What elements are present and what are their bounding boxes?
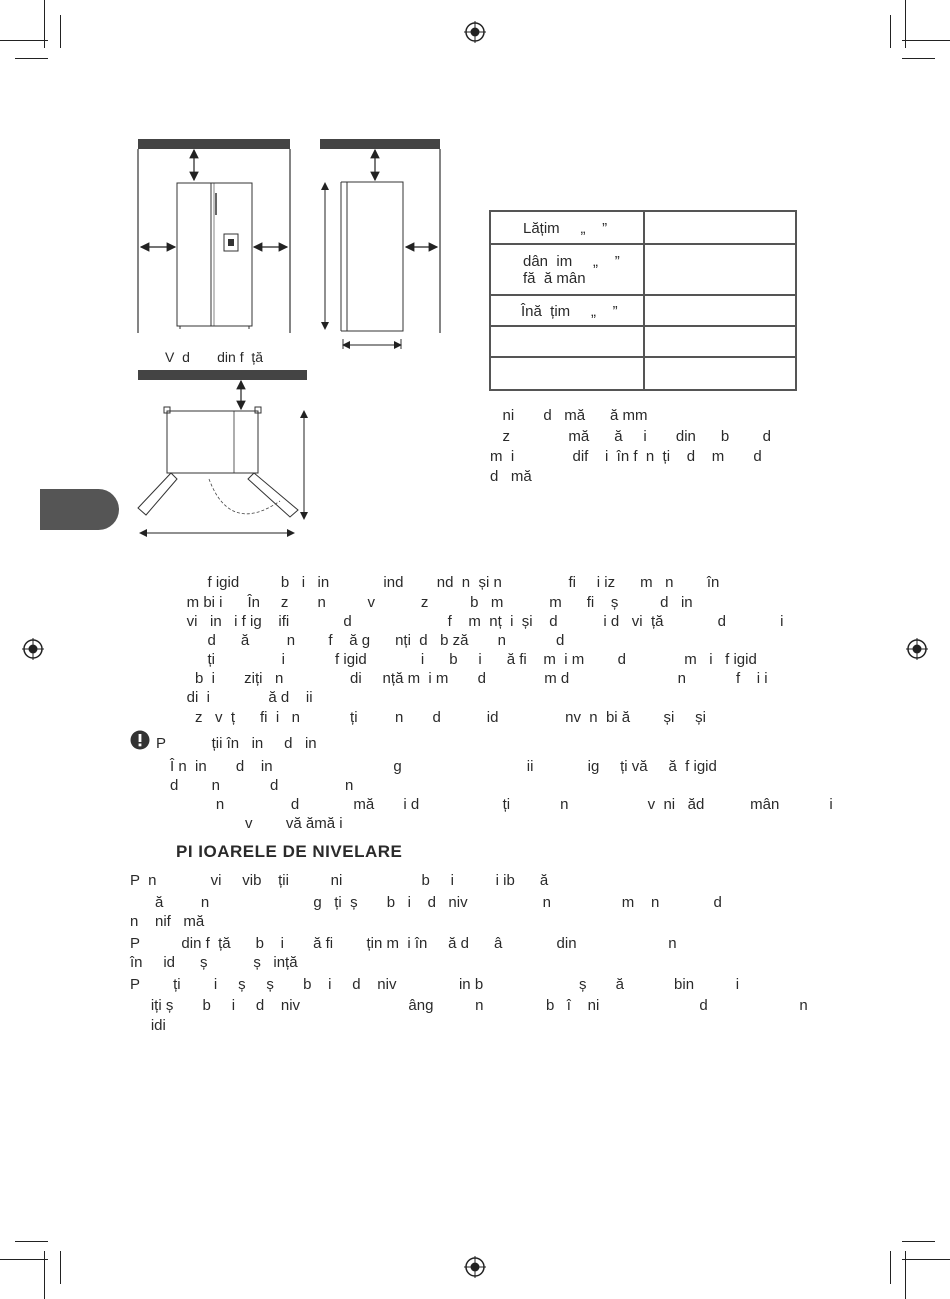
warning-line: Î n in d in g ii ig ți vă ă f igid	[170, 758, 717, 775]
body-line: în id ș ș ință	[130, 954, 298, 971]
warning-line: v vă ămă i	[170, 815, 343, 832]
body-line: P din f ță b i ă fi țin m i în ă d â din n	[130, 935, 677, 952]
body-line: z v ț fi i n ți n d id nv n bi ă și și	[170, 709, 706, 726]
registration-mark-top	[464, 21, 486, 43]
table-note-line: z mă ă i din b d	[490, 428, 771, 445]
registration-mark-bottom	[464, 1256, 486, 1278]
body-line: ți i f igid i b i ă fi m i m d m i f igid	[170, 651, 757, 668]
table-cell-label: Lățim „ ”	[523, 220, 608, 237]
table-cell-label: Înă țim „ ”	[521, 303, 618, 320]
body-line: vi in i f ig ifi d f m nț i și d i d vi ță d i	[170, 613, 784, 630]
body-line: b i ziți n di nță m i m d m d n f i i	[170, 670, 768, 687]
warning-title: P ții în in d in	[156, 735, 317, 752]
table-note-line: ni d mă ă mm	[490, 407, 648, 424]
body-line: ă n g ți ș b i d niv n m n d	[130, 894, 722, 911]
registration-mark-right	[906, 638, 928, 660]
warning-icon	[130, 730, 150, 750]
front-view-caption: V d din f ță	[165, 349, 264, 365]
table-cell-label: dân im „ ” fă ă mân	[523, 253, 620, 287]
section-tab	[40, 489, 119, 530]
table-note-line: m i dif i în f n ți d m d	[490, 448, 762, 465]
body-line: d ă n f ă g nți d b ză n d	[170, 632, 565, 649]
warning-line: d n d n	[170, 777, 354, 794]
dimensions-table	[489, 210, 797, 391]
body-line: n nif mă	[130, 913, 205, 930]
body-line: P n vi vib ții ni b i i ib ă	[130, 872, 549, 889]
section-heading: PI IOARELE DE NIVELARE	[176, 842, 403, 861]
body-line: di i ă d ii	[170, 689, 313, 706]
body-line: f igid b i in ind nd n și n fi i iz m n în	[170, 574, 720, 591]
body-line: P ți i ș ș b i d niv in b ș ă bin i	[130, 976, 740, 993]
body-line: m bi i În z n v z b m m fi ș d in	[170, 594, 693, 611]
warning-line: n d mă i d ți n v ni ăd mân i	[170, 796, 833, 813]
registration-mark-left	[22, 638, 44, 660]
body-line: idi	[130, 1017, 166, 1034]
clearance-diagram	[130, 135, 450, 545]
body-line: iți ș b i d niv âng n b î ni d n	[130, 997, 808, 1014]
table-note-line: d mă	[490, 468, 532, 485]
